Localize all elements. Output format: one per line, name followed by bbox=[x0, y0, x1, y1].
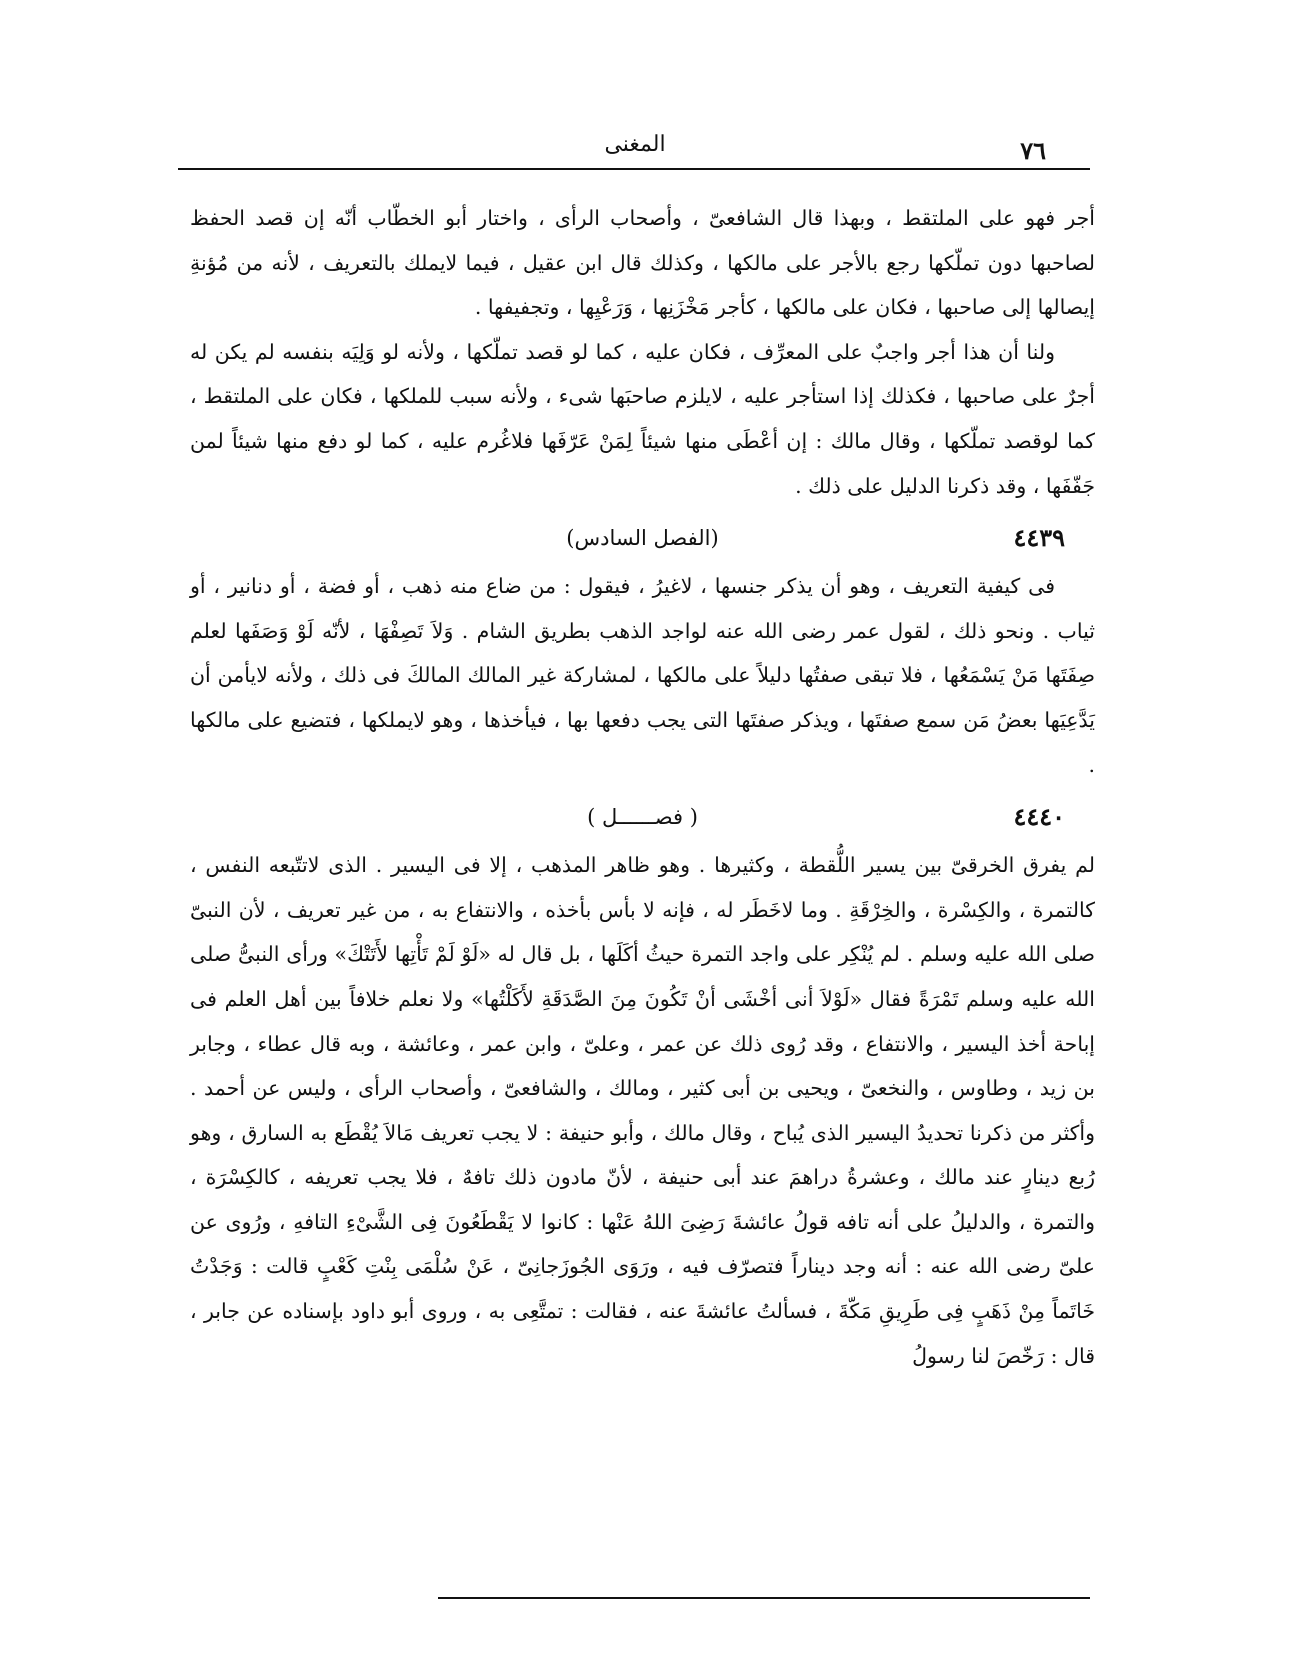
page-number: ٧٦ bbox=[1020, 136, 1046, 165]
paragraph: أجر فهو على الملتقط ، وبهذا قال الشافعىّ ، وأصحاب الرأى ، واختار أبو الخطّاب أنّه إن قصد الحفظ لصاحبها دون تملّكها رجع بالأجر على مالكها ، وكذلك قال ابن عقيل ، فيما لايملك بالتعريف ، لأنه من مُؤنةِ إيصالها إلى صاحبها ، فكان على مالكها ، كأجر مَخْزَنِها ، وَرَعْيِها ، وتجفيفها . bbox=[190, 206, 1095, 320]
section-number: ٤٤٤٠ bbox=[1013, 802, 1065, 832]
section-title: ( فصــــــل ) bbox=[587, 805, 698, 830]
header-rule bbox=[178, 168, 1090, 170]
paragraph: فى كيفية التعريف ، وهو أن يذكر جنسها ، لاغيرُ ، فيقول : من ضاع منه ذهب ، أو فضة ، أو دنانير ، أو ثياب . ونحو ذلك ، لقول عمر رضى الله عنه لواجد الذهب بطريق الشام . وَلاَ تَصِفْهَا ، لأنّه لَوْ وَصَفَها لعلم صِفَتَها مَنْ يَسْمَعُها ، فلا تبقى صفتُها دليلاً على مالكها ، لمشاركة غير المالك المالكَ فى ذلك ، ولأنه لايأمن أن يَدَّعِيَها بعضُ مَن سمع صفتَها ، ويذكر صفتَها التى يجب دفعها بها ، فيأخذها ، وهو لايملكها ، فتضيع على مالكها . bbox=[190, 574, 1095, 777]
paragraph: ولنا أن هذا أجر واجبٌ على المعرِّف ، فكان عليه ، كما لو قصد تملّكها ، ولأنه لو وَلِيَه بنفسه لم يكن له أجرٌ على صاحبها ، فكذلك إذا استأجر عليه ، لايلزم صاحبَها شىء ، ولأنه سبب للملكها ، فكان على الملتقط ، كما لوقصد تملّكها ، وقال مالك : إن أعْطَى منها شيئاً لِمَنْ عَرّفَها فلاغُرم عليه ، كما لو دفع منها شيئاً لمن جَفّفَها ، وقد ذكرنا الدليل على ذلك . bbox=[190, 339, 1095, 498]
section-title: (الفصل السادس) bbox=[566, 526, 719, 551]
page-header bbox=[180, 128, 1090, 168]
section-heading-4439 bbox=[190, 516, 1095, 560]
footnote-rule bbox=[438, 1597, 1090, 1599]
section-heading-4440 bbox=[190, 795, 1095, 839]
main-text bbox=[190, 196, 1095, 1378]
running-title: المغنى bbox=[604, 132, 666, 157]
section-number: ٤٤٣٩ bbox=[1013, 523, 1065, 553]
paragraph: لم يفرق الخرقىّ بين يسير اللُّقطة ، وكثيرها . وهو ظاهر المذهب ، إلا فى اليسير . الذى لاتتّبعه النفس ، كالتمرة ، والكِسْرة ، والخِرْقَةِ . وما لاخَطَر له ، فإنه لا بأس بأخذه ، والانتفاع به ، من غير تعريف ، لأن النبىّ صلى الله عليه وسلم . لم يُنْكِر على واجد التمرة حيثُ أكَلَها ، بل قال له «لَوْ لَمْ تَأْتِها لأَتَتْكَ» ورأى النبىُّ صلى الله عليه وسلم تَمْرَةً فقال «لَوْلاَ أنى أخْشَى أنْ تَكُونَ مِنَ الصَّدَقَةِ لأَكَلْتُها» ولا نعلم خلافاً بين أهل العلم فى إباحة أخذ اليسير ، والانتفاع ، وقد رُوى ذلك عن عمر ، وعلىّ ، وابن عمر ، وعائشة ، وبه قال عطاء ، وجابر بن زيد ، وطاوس ، والنخعىّ ، ويحيى بن أبى كثير ، ومالك ، والشافعىّ ، وأصحاب الرأى ، وليس عن أحمد . وأكثر من ذكرنا تحديدُ اليسير الذى يُباح ، وقال مالك ، وأبو حنيفة : لا يجب تعريف مَالاَ يُقْطَع به السارق ، وهو رُبع دينارٍ عند مالك ، وعشرةُ دراهمَ عند أبى حنيفة ، لأنّ مادون ذلك تافهٌ ، فلا يجب تعريفه ، كالكِسْرَة ، والتمرة ، والدليلُ على أنه تافه قولُ عائشةَ رَضِىَ اللهُ عَنْها : كانوا لا يَقْطَعُونَ فِى الشَّىْءِ التافهِ ، ورُوى عن علىّ رضى الله عنه : أنه وجد ديناراً فتصرّف فيه ، ورَوَى الجُوزَجانِىّ ، عَنْ سُلْمَى بِنْتِ كَعْبٍ قالت : وَجَدْتُ خَاتَماً مِنْ ذَهَبٍ فِى طَرِيقِ مَكّةَ ، فسألتُ عائشةَ عنه ، فقالت : تمتَّعِى به ، وروى أبو داود بإسناده عن جابر ، قال : رَخّصَ لنا رسولُ bbox=[190, 853, 1095, 1368]
